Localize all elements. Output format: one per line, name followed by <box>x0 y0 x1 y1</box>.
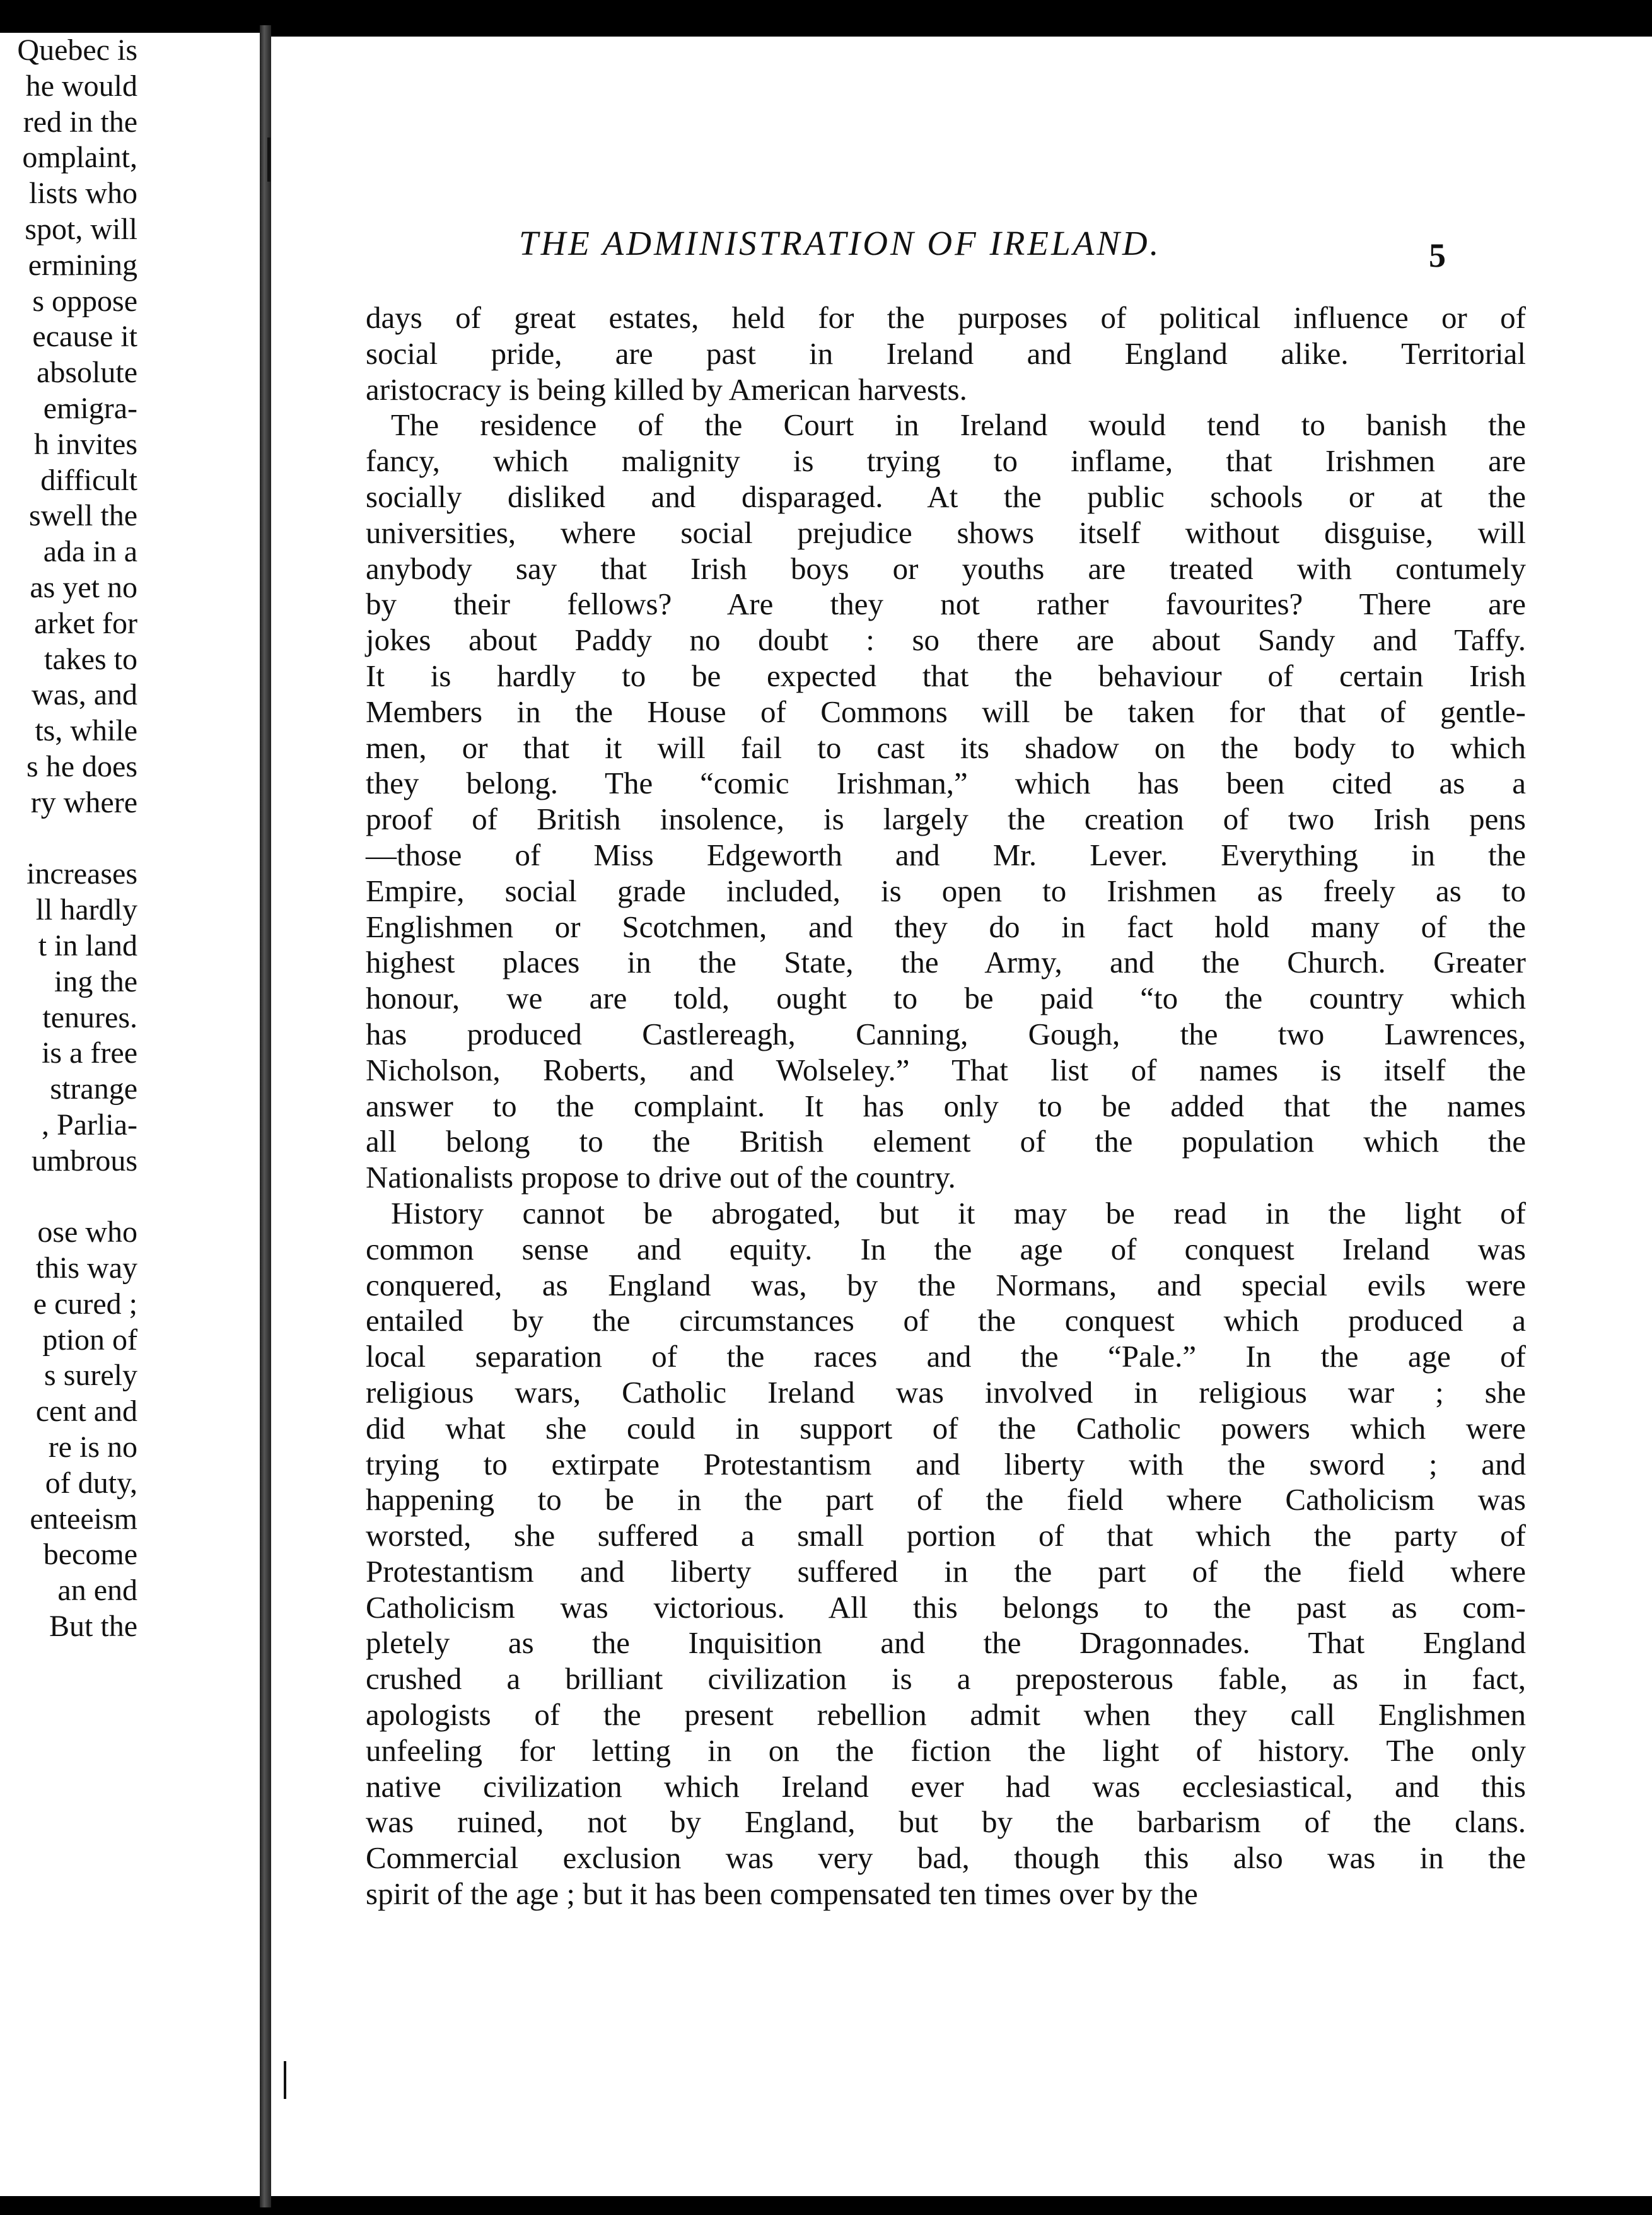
left-page-line: s surely <box>44 1359 137 1393</box>
left-page-line: increases <box>26 857 137 891</box>
left-page-line: spot, will <box>25 212 137 246</box>
left-page-line: umbrous <box>32 1143 137 1178</box>
left-page-line: h invites <box>34 427 137 461</box>
left-page-line: become <box>43 1538 137 1572</box>
text-line: The residence of the Court in Ireland would tend to banish the <box>391 407 1526 443</box>
text-line: crushed a brilliant civilization is a preposterous fable, as in fact, <box>366 1661 1526 1697</box>
text-line: anybody say that Irish boys or youths are treated with contumely <box>366 551 1526 586</box>
left-page-line <box>0 1179 137 1215</box>
left-page-line: lists who <box>28 177 137 211</box>
binding-mark <box>267 137 270 182</box>
left-page-line: cent and <box>35 1394 137 1429</box>
left-page-line: ermining <box>28 248 137 282</box>
left-page-line <box>0 821 137 857</box>
left-page-line: ry where <box>30 785 137 819</box>
text-line: honour, we are told, ought to be paid “to the country which <box>366 981 1526 1016</box>
text-line: by their fellows? Are they not rather favourites? There are <box>366 587 1526 622</box>
left-page-line: emigra- <box>43 391 137 425</box>
left-page-line: enteeism <box>30 1502 137 1536</box>
text-line: unfeeling for letting in on the fiction the light of history. The only <box>366 1733 1526 1768</box>
left-page-line: e cured ; <box>33 1287 137 1321</box>
text-line: days of great estates, held for the purposes of political influence or of <box>366 300 1526 335</box>
text-line: did what she could in support of the Catholic powers which were <box>366 1410 1526 1446</box>
text-line: native civilization which Ireland ever had was ecclesiastical, and this <box>366 1768 1526 1804</box>
left-page-fragment <box>0 33 260 2196</box>
left-page-line: Quebec is <box>17 33 137 67</box>
left-page-text-column <box>0 33 137 1645</box>
text-line: socially disliked and disparaged. At the public schools or at the <box>366 479 1526 514</box>
left-page-line: difficult <box>40 463 137 497</box>
text-line: jokes about Paddy no doubt : so there are about Sandy and Taffy. <box>366 622 1526 658</box>
right-page <box>271 37 1652 2196</box>
left-page-line: he would <box>25 69 137 103</box>
running-title: THE ADMINISTRATION OF IRELAND. <box>519 224 1161 262</box>
left-page-line: ose who <box>37 1215 137 1249</box>
left-page-line: an end <box>57 1574 137 1608</box>
text-line: It is hardly to be expected that the behaviour of certain Irish <box>366 658 1526 693</box>
page-number: 5 <box>1429 237 1446 274</box>
text-line: Protestantism and liberty suffered in the part of the field where <box>366 1553 1526 1589</box>
left-page-line: But the <box>49 1610 137 1644</box>
left-page-line: as yet no <box>30 570 137 604</box>
text-line: fancy, which malignity is trying to inflame, that Irishmen are <box>366 443 1526 479</box>
left-page-line: s oppose <box>32 284 137 318</box>
text-line: local separation of the races and the “Pale.” In the age of <box>366 1339 1526 1374</box>
text-line: conquered, as England was, by the Normans, and special evils were <box>366 1267 1526 1302</box>
text-line: Commercial exclusion was very bad, though this also was in the <box>366 1840 1526 1876</box>
left-page-line: ecause it <box>32 320 137 354</box>
left-page-line: s he does <box>26 749 137 783</box>
text-line: aristocracy is being killed by American harvests. <box>366 371 967 407</box>
text-line: they belong. The “comic Irishman,” which has been cited as a <box>366 766 1526 801</box>
text-line: Members in the House of Commons will be taken for that of gentle- <box>366 694 1526 729</box>
left-page-line: swell the <box>29 499 137 533</box>
left-page-line: ada in a <box>43 535 137 569</box>
text-line: pletely as the Inquisition and the Dragonnades. That England <box>366 1625 1526 1661</box>
left-page-line: ing the <box>54 964 137 998</box>
left-page-line: , Parlia- <box>42 1108 137 1142</box>
paragraph <box>366 300 1526 407</box>
text-line: Nationalists propose to drive out of the country. <box>366 1160 956 1195</box>
left-page-line: t in land <box>38 928 137 962</box>
body-text <box>366 300 1526 1912</box>
text-line: trying to extirpate Protestantism and liberty with the sword ; and <box>366 1446 1526 1482</box>
text-line: universities, where social prejudice shows itself without disguise, will <box>366 515 1526 550</box>
text-line: happening to be in the part of the field where Catholicism was <box>366 1482 1526 1517</box>
left-page-line: strange <box>50 1072 137 1106</box>
text-line: all belong to the British element of the population which the <box>366 1124 1526 1159</box>
left-page-line: takes to <box>44 642 137 676</box>
text-line: has produced Castlereagh, Canning, Gough, the two Lawrences, <box>366 1016 1526 1051</box>
paragraph <box>366 1196 1526 1912</box>
text-line: social pride, are past in Ireland and England alike. Territorial <box>366 336 1526 371</box>
left-page-line: ll hardly <box>35 893 137 927</box>
text-line: proof of British insolence, is largely the creation of two Irish pens <box>366 802 1526 837</box>
left-page-line: of duty, <box>45 1466 137 1500</box>
left-page-line: tenures. <box>42 1000 137 1034</box>
text-line: highest places in the State, the Army, and the Church. Greater <box>366 945 1526 980</box>
text-line: common sense and equity. In the age of conquest Ireland was <box>366 1231 1526 1266</box>
left-page-line: re is no <box>48 1430 137 1464</box>
left-page-line: absolute <box>37 356 137 390</box>
left-page-line: this way <box>35 1251 137 1285</box>
text-line: Nicholson, Roberts, and Wolseley.” That list of names is itself the <box>366 1052 1526 1087</box>
binding-mark <box>284 2061 286 2099</box>
text-line: —those of Miss Edgeworth and Mr. Lever. Everything in the <box>366 837 1526 872</box>
text-line: entailed by the circumstances of the conquest which produced a <box>366 1303 1526 1338</box>
left-page-line: ts, while <box>35 714 137 748</box>
text-line: spirit of the age ; but it has been compensated ten times over by the <box>366 1876 1198 1912</box>
text-line: answer to the complaint. It has only to be added that the names <box>366 1088 1526 1123</box>
page-fold-gutter <box>260 25 271 2207</box>
text-line: Englishmen or Scotchmen, and they do in fact hold many of the <box>366 909 1526 944</box>
text-line: religious wars, Catholic Ireland was involved in religious war ; she <box>366 1374 1526 1410</box>
text-line: Catholicism was victorious. All this belongs to the past as com- <box>366 1589 1526 1625</box>
left-page-line: arket for <box>34 606 137 640</box>
text-line: men, or that it will fail to cast its shadow on the body to which <box>366 730 1526 765</box>
paragraph <box>366 407 1526 1196</box>
text-line: apologists of the present rebellion admit when they call Englishmen <box>366 1697 1526 1733</box>
left-page-line: is a free <box>42 1036 137 1070</box>
left-page-line: ption of <box>42 1323 137 1357</box>
text-line: was ruined, not by England, but by the barbarism of the clans. <box>366 1804 1526 1840</box>
left-page-line: omplaint, <box>22 141 137 175</box>
left-page-line: was, and <box>32 678 137 712</box>
left-page-line: red in the <box>23 105 137 139</box>
text-line: worsted, she suffered a small portion of that which the party of <box>366 1518 1526 1553</box>
text-line: History cannot be abrogated, but it may be read in the light of <box>391 1195 1526 1230</box>
text-line: Empire, social grade included, is open to Irishmen as freely as to <box>366 873 1526 908</box>
